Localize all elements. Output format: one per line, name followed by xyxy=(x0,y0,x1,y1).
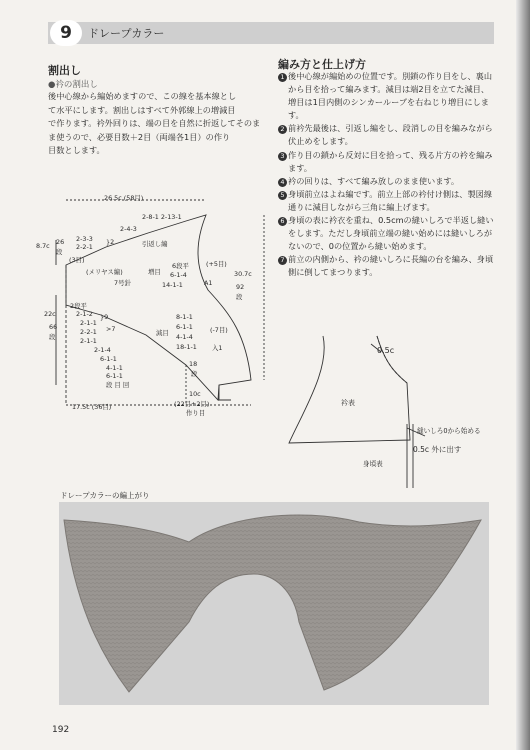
dim-top-width: 26.5c (58目) xyxy=(104,194,144,202)
knitted-collar-image xyxy=(59,502,489,705)
step-text: 作り目の鎖から反対に目を拾って、残る片方の衿を編みます。 xyxy=(288,149,493,173)
three-moku: (3目) xyxy=(69,256,85,264)
step-number: 3 xyxy=(278,152,287,161)
left-grp-j: 段 目 回 xyxy=(106,381,130,389)
dim-bottom-right-b: (22目+2目) xyxy=(174,400,210,408)
dim-left-top-rows-a: 26 xyxy=(56,238,65,246)
left-bracket-b: >7 xyxy=(106,325,116,333)
collar-fabric-shape xyxy=(64,515,481,692)
left-grp-e: 2-1-1 xyxy=(80,337,97,345)
plus8: (+5目) xyxy=(206,260,227,268)
fig-seam-note: 縫いしろ0から始める xyxy=(417,427,481,435)
left-grp-i: 6-1-1 xyxy=(106,372,123,380)
fig-collar-front: 衿表 xyxy=(341,399,355,407)
step-item xyxy=(278,122,496,148)
chapter-number: 9 xyxy=(50,20,82,46)
step-text: 前衿先最後は、引返し編をし、段消しの目を編みながら伏止めをします。 xyxy=(288,123,493,147)
page-number: 192 xyxy=(52,725,70,735)
left-subheading: ●衿の割出し xyxy=(48,80,98,90)
step-item xyxy=(278,149,496,175)
dim-left-top-h: 8.7c xyxy=(36,242,50,250)
left-paragraph xyxy=(48,90,268,158)
dim-right-h: 30.7c xyxy=(234,270,252,278)
inc-3a: 2-3-3 xyxy=(76,235,93,243)
inc-top: 2-8-1 2-13-1 xyxy=(142,213,182,221)
a1b: 入1 xyxy=(212,344,223,352)
r2: 14-1-1 xyxy=(162,281,183,289)
left-grp-h: 4-1-1 xyxy=(106,364,123,372)
dim-right-rows-b: 段 xyxy=(236,293,243,301)
gen-label: 減目 xyxy=(156,329,169,337)
left-section-title: 割出し xyxy=(48,64,81,77)
step-item xyxy=(278,188,496,214)
step-text: 前立の内側から、衿の縫いしろに長編の台を編み、身頃側に倒してまつります。 xyxy=(288,254,494,278)
step-item xyxy=(278,214,496,253)
fig-half-cm-top: 0.5c xyxy=(377,346,395,355)
collar-schematic xyxy=(36,195,266,435)
left-grp-c: 2-1-1 xyxy=(80,319,97,327)
step-number: 5 xyxy=(278,191,287,200)
dim-left-top-rows-b: 段 xyxy=(56,248,63,256)
step-number: 6 xyxy=(278,217,287,226)
knitted-collar-photo xyxy=(59,502,489,705)
step-number: 2 xyxy=(278,125,287,134)
left-grp-f: 2-1-4 xyxy=(94,346,111,354)
paragraph-line: 後中心線から編始めますので、この線を基本線とし xyxy=(48,91,237,101)
r1: 6-1-4 xyxy=(170,271,187,279)
dim-bottom-right-c: 作り目 xyxy=(186,409,206,417)
dec-d: 18-1-1 xyxy=(176,343,197,351)
paragraph-line: 目数とします。 xyxy=(48,145,105,156)
minus7: (-7目) xyxy=(210,326,228,334)
left-bracket-a: }9 xyxy=(100,313,109,321)
six-dan: 6段平 xyxy=(172,262,189,270)
chapter-title: ドレープカラー xyxy=(88,27,165,40)
dec-c: 4-1-4 xyxy=(176,333,193,341)
page-binding-shadow xyxy=(516,0,530,750)
step-text: 後中心線が編始めの位置です。別鎖の作り目をし、裏山から目を拾って編みます。減目は端2目を立てた減目、増目は1目内側のシンカーループを右ねじり増目にします。 xyxy=(288,71,493,121)
step-number: 7 xyxy=(278,256,287,265)
step-item xyxy=(278,70,496,122)
paragraph-line: て水平にします。割出しはすべて外郭線上の増減目 xyxy=(48,104,236,115)
steps-list xyxy=(278,70,496,280)
dim-left-mid-rows-a: 66 xyxy=(49,323,58,331)
fig-body-front: 身頃表 xyxy=(363,460,383,468)
left-grp-d: 2-2-1 xyxy=(80,328,97,336)
paragraph-line: ま使うので、必要目数＋2目（両端各1目）の作り xyxy=(48,131,231,142)
step-text: 身頃前立はよね編です。前立上部の衿付け側は、製図線通りに減目しながら三角に編上げます。 xyxy=(288,188,493,212)
collar-outline-svg xyxy=(36,195,266,435)
zou-label: 増目 xyxy=(148,268,161,276)
step-item xyxy=(278,253,496,279)
needle-label: 7号針 xyxy=(114,279,131,287)
a1: A1 xyxy=(204,279,213,287)
left-grp-b: 2-1-2 xyxy=(76,310,93,318)
seam-figure xyxy=(285,328,495,488)
step-number: 4 xyxy=(278,178,287,187)
step-text: 身頃の表に衿衣を重ね、0.5cmの縫いしろで半返し縫いをします。ただし身頃前立端の縫い始めには縫いしろがないので、0の位置から縫い始めます。 xyxy=(288,215,494,252)
dim-left-mid-rows-b: 段 xyxy=(49,333,56,341)
paragraph-line: で作ります。衿外回りは、端の目を自然に折返してそのま xyxy=(48,118,261,129)
fig-half-cm-out: 0.5c 外に出す xyxy=(413,445,462,454)
dim-bottom-right-a: 10c xyxy=(189,390,201,398)
eighteen: 18 xyxy=(189,360,198,368)
hiki-label: 引返し編 xyxy=(142,240,168,248)
meriyasu-label: (メリヤス編) xyxy=(86,268,123,276)
eighteen-b: 段 xyxy=(191,370,198,378)
step-item xyxy=(278,175,496,188)
dim-right-rows-a: 92 xyxy=(236,283,245,291)
dec-b: 6-1-1 xyxy=(176,323,193,331)
dim-bottom-left: 17.5c (36目) xyxy=(72,403,112,411)
step-number: 1 xyxy=(278,73,287,82)
right-section-title: 編み方と仕上げ方 xyxy=(278,58,366,71)
inc-3b: 2-2-1 xyxy=(76,243,93,251)
dim-left-mid-h: 22c xyxy=(44,310,56,318)
inc-2: 2-4-3 xyxy=(120,225,137,233)
photo-caption: ドレープカラーの編上がり xyxy=(60,491,150,500)
dec-a: 8-1-1 xyxy=(176,313,193,321)
left-grp-g: 6-1-1 xyxy=(100,355,117,363)
step-text: 衿の回りは、すべて編み放しのまま使います。 xyxy=(288,175,460,186)
left-grp-a: 2段平 xyxy=(70,302,87,310)
inc-3c: }2 xyxy=(106,238,115,246)
